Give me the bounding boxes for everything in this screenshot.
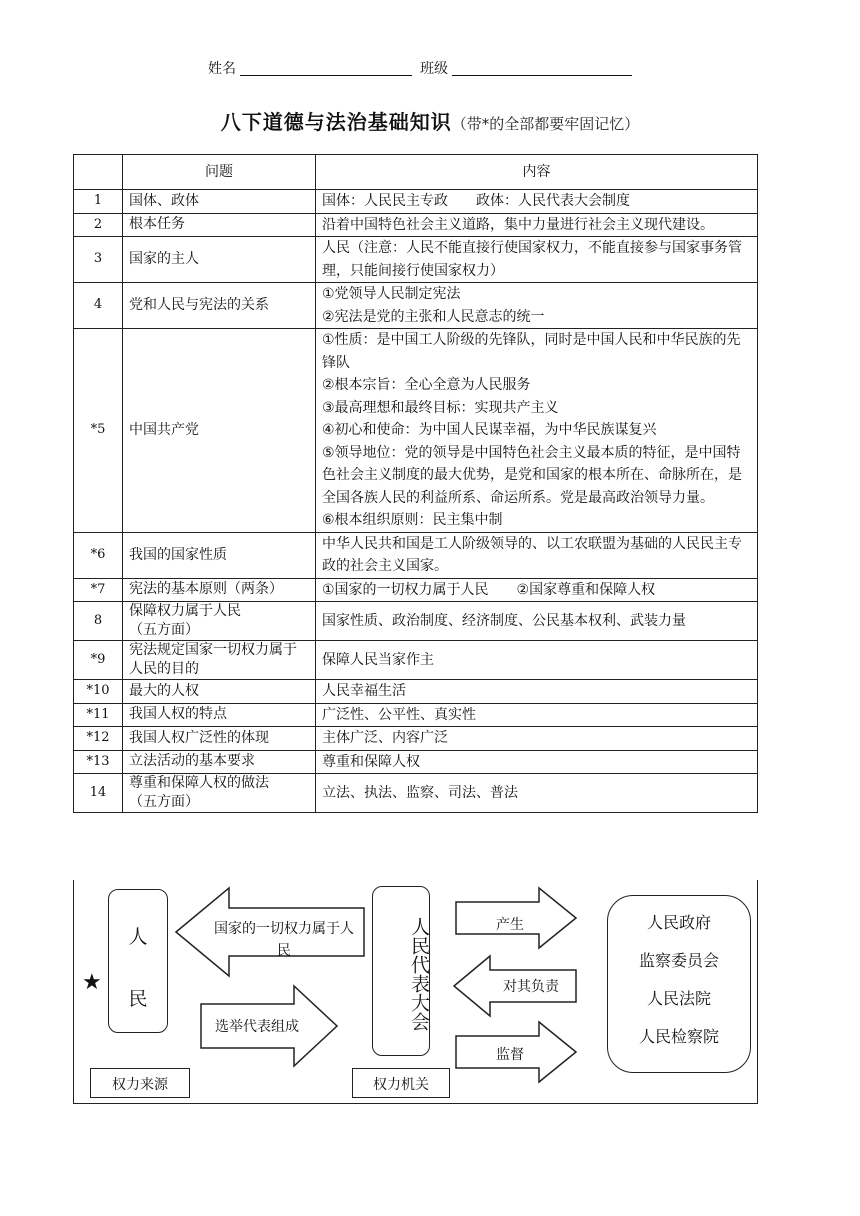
row-content — [316, 578, 758, 602]
question-line: 我国的国家性质 — [129, 546, 227, 563]
name-label: 姓名 — [208, 61, 236, 77]
content-line: ①性质：是中国工人阶级的先锋队，同时是中国人民和中华民族的先锋队 — [322, 332, 741, 371]
table-header-row — [74, 155, 758, 190]
row-content — [316, 750, 758, 774]
row-question — [123, 641, 316, 680]
source-label: 权力来源 — [112, 1077, 168, 1093]
content-line: 广泛性、公平性、真实性 — [322, 706, 476, 723]
organ-court: 人民法院 — [646, 989, 711, 1008]
organ-label: 权力机关 — [373, 1077, 429, 1093]
content-line: 中华人民共和国是工人阶级领导的、以工农联盟为基础的人民民主专政的社会主义国家。 — [322, 535, 742, 574]
row-question — [123, 283, 316, 329]
row-number: 4 — [74, 283, 123, 329]
row-number: *10 — [74, 680, 123, 704]
content-line: ④初心和使命：为中国人民谋幸福，为中华民族谋复兴 — [322, 422, 657, 438]
row-question — [123, 703, 316, 727]
question-line: 宪法的基本原则（两条） — [129, 581, 283, 598]
table-row — [74, 602, 758, 641]
row-question — [123, 602, 316, 641]
content-line: 国家性质、政治制度、经济制度、公民基本权利、武装力量 — [322, 612, 686, 629]
row-content — [316, 329, 758, 533]
table-row — [74, 190, 758, 214]
class-blank[interactable] — [452, 75, 632, 76]
question-line: 最大的人权 — [129, 682, 199, 699]
organ-supervision: 监察委员会 — [638, 951, 719, 970]
row-question — [123, 237, 316, 283]
row-number: *13 — [74, 750, 123, 774]
knowledge-table — [73, 154, 758, 813]
row-number: 8 — [74, 602, 123, 641]
row-content — [316, 727, 758, 751]
question-line: 我国人权广泛性的体现 — [129, 729, 269, 746]
content-line: ⑥根本组织原则：民主集中制 — [322, 512, 503, 528]
content-line: 主体广泛、内容广泛 — [322, 730, 448, 746]
row-content — [316, 532, 758, 578]
row-content — [316, 237, 758, 283]
content-line: 人民幸福生活 — [322, 683, 406, 699]
content-line: 国体：人民民主专政 政体：人民代表大会制度 — [322, 193, 630, 209]
table-row — [74, 703, 758, 727]
organ-procuratorate: 人民检察院 — [638, 1027, 719, 1046]
name-blank[interactable] — [240, 75, 412, 76]
arrow-right-text: 选举代表组成 — [215, 1019, 299, 1035]
content-line: ②宪法是党的主张和人民意志的统一 — [322, 308, 545, 325]
row-question — [123, 190, 316, 214]
header-question: 问题 — [123, 155, 316, 190]
question-line: 我国人权的特点 — [129, 706, 227, 723]
row-number: 1 — [74, 190, 123, 214]
row-number: *5 — [74, 329, 123, 533]
question-line: （五方面） — [129, 794, 199, 810]
row-content — [316, 213, 758, 237]
row-number: *7 — [74, 578, 123, 602]
people-char-1: 人 — [128, 926, 148, 948]
table-row — [74, 329, 758, 533]
row-question — [123, 727, 316, 751]
row-content — [316, 190, 758, 214]
content-line: 沿着中国特色社会主义道路，集中力量进行社会主义现代建设。 — [322, 216, 714, 233]
row-number: 14 — [74, 774, 123, 813]
arrow-supervise-text: 监督 — [496, 1047, 524, 1063]
row-question — [123, 774, 316, 813]
table-row — [74, 213, 758, 237]
star-icon: ★ — [82, 970, 102, 995]
question-line: 保障权力属于人民 — [129, 603, 241, 619]
people-char-2: 民 — [128, 988, 148, 1010]
row-content — [316, 703, 758, 727]
row-number: *9 — [74, 641, 123, 680]
row-question — [123, 532, 316, 578]
page-title — [0, 106, 860, 135]
row-number: *12 — [74, 727, 123, 751]
header-content: 内容 — [316, 155, 758, 190]
row-content — [316, 774, 758, 813]
content-line: ③最高理想和最终目标：实现共产主义 — [322, 399, 559, 416]
question-line: 根本任务 — [129, 216, 185, 233]
arrow-left-text: 国家的一切权力属于人民 — [214, 921, 354, 959]
row-question — [123, 213, 316, 237]
table-row — [74, 283, 758, 329]
power-structure-diagram — [73, 880, 758, 1104]
header-num — [74, 155, 123, 190]
question-line: 宪法规定国家一切权力属于人民的目的 — [129, 642, 297, 677]
row-question — [123, 680, 316, 704]
congress-text: 人民代表大会 — [408, 917, 430, 1031]
row-question — [123, 578, 316, 602]
row-number: 2 — [74, 213, 123, 237]
content-line: ⑤领导地位：党的领导是中国特色社会主义最本质的特征，是中国特色社会主义制度的最大优势，是党和国家的根本所在、命脉所在，是全国各族人民的利益所系、命运所系。党是最高政治领导力量。 — [322, 444, 742, 506]
table-row — [74, 641, 758, 680]
row-content — [316, 680, 758, 704]
content-line: ①国家的一切权力属于人民 ②国家尊重和保障人权 — [322, 581, 656, 598]
question-line: 国体、政体 — [129, 192, 199, 209]
question-line: 立法活动的基本要求 — [129, 753, 255, 770]
table-row — [74, 237, 758, 283]
student-info-header — [0, 58, 860, 80]
question-line: 国家的主人 — [129, 251, 199, 267]
arrow-produce-text: 产生 — [496, 917, 524, 933]
row-number: *11 — [74, 703, 123, 727]
class-label: 班级 — [420, 61, 448, 77]
row-question — [123, 329, 316, 533]
organ-government: 人民政府 — [646, 913, 711, 932]
title-main: 八下道德与法治基础知识 — [220, 110, 452, 134]
content-line: ②根本宗旨：全心全意为人民服务 — [322, 377, 531, 393]
table-row — [74, 532, 758, 578]
table-row — [74, 750, 758, 774]
row-content — [316, 641, 758, 680]
content-line: ①党领导人民制定宪法 — [322, 286, 461, 302]
row-content — [316, 602, 758, 641]
table-row — [74, 774, 758, 813]
arrow-responsible-text: 对其负责 — [503, 979, 559, 995]
content-line: 立法、执法、监察、司法、普法 — [322, 784, 518, 801]
question-line: 尊重和保障人权的做法 — [129, 775, 269, 791]
row-number: *6 — [74, 532, 123, 578]
row-number: 3 — [74, 237, 123, 283]
people-box — [108, 889, 168, 1033]
question-line: 中国共产党 — [129, 421, 199, 438]
question-line: 党和人民与宪法的关系 — [129, 297, 269, 313]
title-note: （带*的全部都要牢固记忆） — [451, 115, 640, 133]
content-line: 保障人民当家作主 — [322, 651, 434, 668]
row-question — [123, 750, 316, 774]
table-row — [74, 578, 758, 602]
content-line: 尊重和保障人权 — [322, 753, 420, 770]
content-line: 人民（注意：人民不能直接行使国家权力，不能直接参与国家事务管理，只能间接行使国家权力） — [322, 240, 742, 279]
question-line: （五方面） — [129, 622, 199, 638]
row-content — [316, 283, 758, 329]
table-row — [74, 680, 758, 704]
table-row — [74, 727, 758, 751]
